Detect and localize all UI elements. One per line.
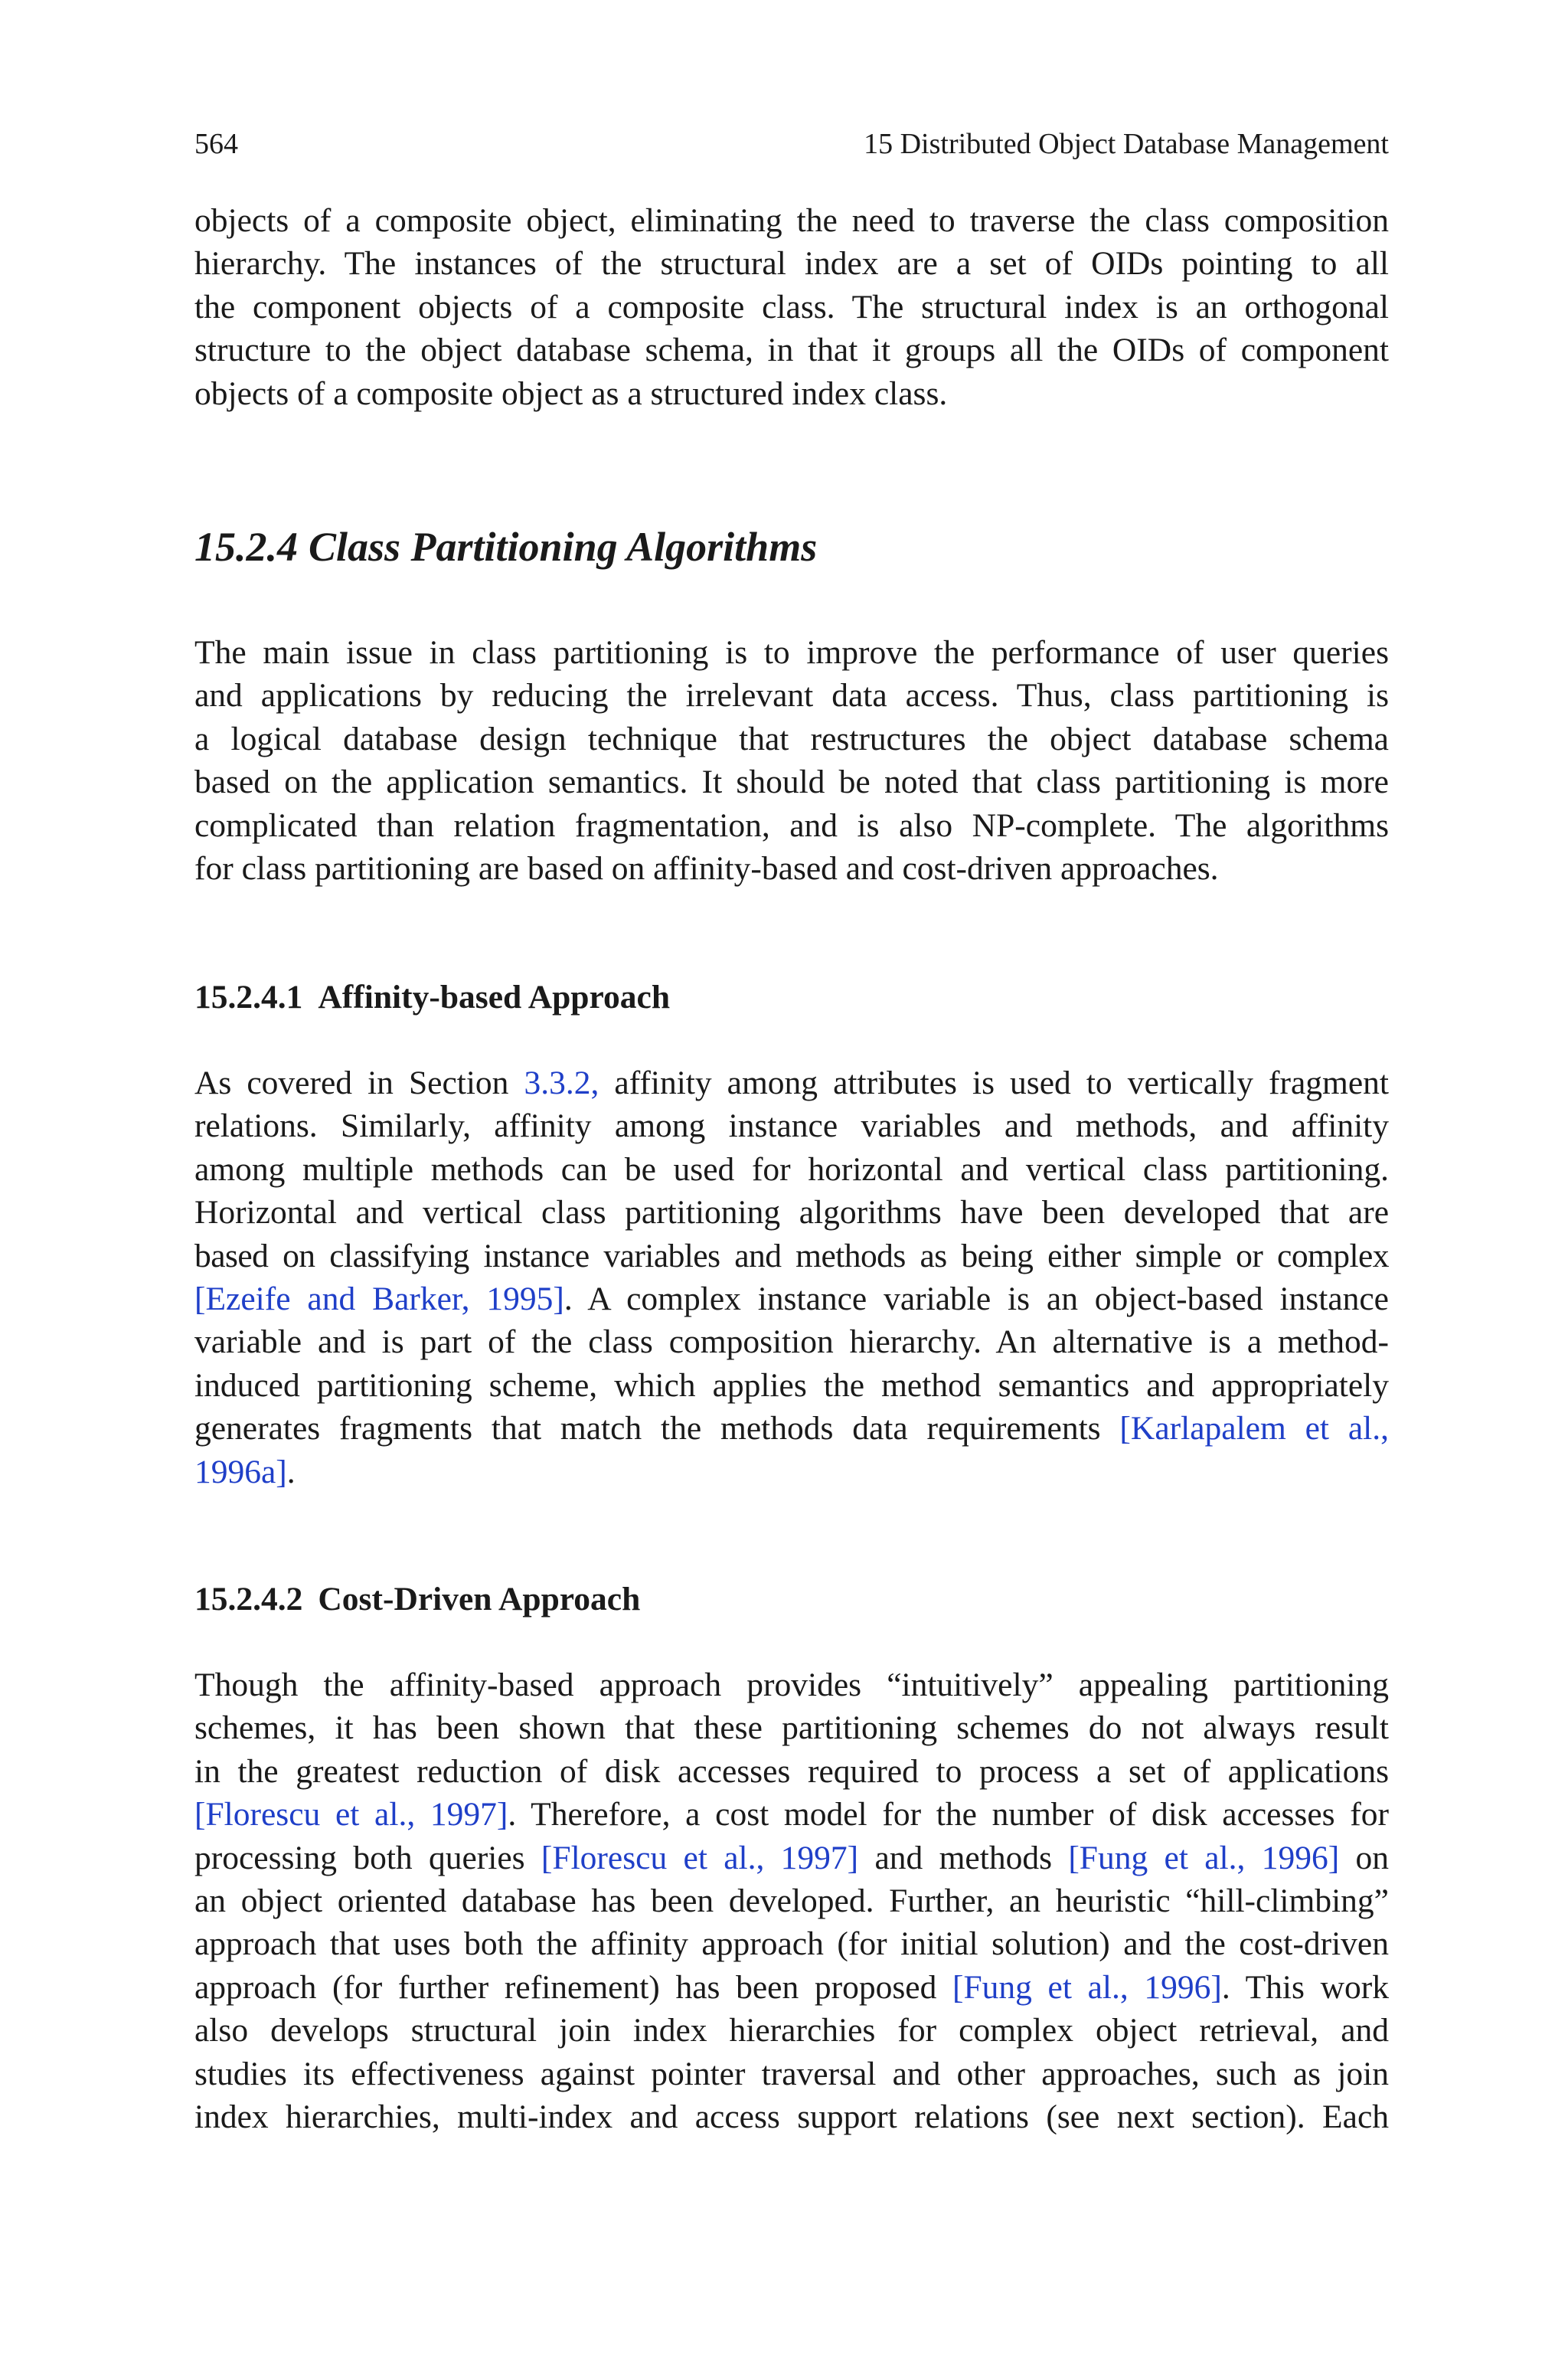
paragraph-cost-driven-approach	[194, 1663, 1389, 2138]
paragraph-affinity-approach	[194, 1061, 1389, 1493]
subsection-title: Affinity-based Approach	[318, 979, 671, 1016]
text-segment: . Therefore, a cost model for the number of disk accesses for	[508, 1796, 1389, 1833]
text-line: hierarchy. The instances of the structural index are a set of OIDs pointing to all	[194, 245, 1389, 283]
text-line: complicated than relation fragmentation, and is also NP-complete. The algorithms	[194, 806, 1389, 844]
text-segment: . This work	[1221, 1968, 1389, 2006]
text-segment: As covered in Section	[194, 1065, 524, 1101]
text-line: induced partitioning scheme, which applies the method semantics and appropriately	[194, 1366, 1389, 1404]
text-line: The main issue in class partitioning is to improve the performance of user queries	[194, 634, 1389, 671]
text-line: an object oriented database has been developed. Further, an heuristic “hill-climbing”	[194, 1882, 1389, 1919]
citation-link[interactable]: [Florescu et al., 1997]	[541, 1839, 859, 1876]
text-line: among multiple methods can be used for horizontal and vertical class partitioning.	[194, 1150, 1389, 1188]
text-line: objects of a composite object as a structured index class.	[194, 375, 948, 412]
text-line: a logical database design technique that restructures the object database schema	[194, 720, 1389, 757]
text-segment: processing both queries	[194, 1839, 541, 1876]
text-line: approach that uses both the affinity approach (for initial solution) and the cost-driven	[194, 1925, 1389, 1963]
section-title: Class Partitioning Algorithms	[309, 524, 818, 570]
subsection-heading-affinity	[194, 976, 670, 1019]
text-segment: approach (for further refinement) has been proposed	[194, 1968, 952, 2006]
text-segment: . A complex instance variable is an object-based instance	[564, 1280, 1389, 1317]
text-line: in the greatest reduction of disk accesses required to process a set of applications	[194, 1752, 1389, 1790]
text-segment: .	[286, 1453, 296, 1490]
section-link[interactable]: 3.3.2,	[524, 1065, 599, 1101]
text-line: objects of a composite object, eliminating the need to traverse the class composition	[194, 202, 1389, 239]
text-line: variable and is part of the class composition hierarchy. An alternative is a method-	[194, 1323, 1389, 1361]
text-line: and applications by reducing the irrelevant data access. Thus, class partitioning is	[194, 677, 1389, 715]
text-segment: affinity among attributes is used to vertically fragment	[599, 1065, 1389, 1101]
text-line: relations. Similarly, affinity among instance variables and methods, and affinity	[194, 1107, 1389, 1145]
paragraph-class-partitioning	[194, 631, 1389, 890]
text-line: schemes, it has been shown that these partitioning schemes do not always result	[194, 1709, 1389, 1747]
section-number: 15.2.4	[194, 524, 298, 570]
text-line: studies its effectiveness against pointer traversal and other approaches, such as join	[194, 2055, 1389, 2092]
subsection-number: 15.2.4.1	[194, 979, 303, 1016]
subsection-heading-cost-driven	[194, 1578, 640, 1621]
paragraph-structural-index	[194, 199, 1389, 415]
text-line	[194, 1966, 1389, 2009]
citation-link[interactable]: [Fung et al., 1996]	[952, 1968, 1222, 2006]
citation-link[interactable]: 1996a]	[194, 1453, 287, 1490]
text-line: index hierarchies, multi-index and access support relations (see next section). Each	[194, 2098, 1389, 2135]
text-line: also develops structural join index hierarchies for complex object retrieval, and	[194, 2012, 1389, 2049]
section-heading	[194, 522, 817, 571]
text-segment: and methods	[858, 1839, 1069, 1876]
text-line	[194, 1277, 1389, 1320]
text-line: for class partitioning are based on affinity-based and cost-driven approaches.	[194, 849, 1219, 887]
text-line: Though the affinity-based approach provides “intuitively” appealing partitioning	[194, 1667, 1389, 1703]
text-line	[194, 1793, 1389, 1836]
page-number: 564	[194, 128, 238, 160]
subsection-title: Cost-Driven Approach	[318, 1581, 641, 1617]
text-segment: generates fragments that match the methods data requirements	[194, 1410, 1120, 1447]
citation-link[interactable]: [Ezeife and Barker, 1995]	[194, 1280, 564, 1317]
citation-link[interactable]: [Fung et al., 1996]	[1068, 1839, 1340, 1876]
text-line: structure to the object database schema, in that it groups all the OIDs of component	[194, 332, 1389, 369]
text-line: based on classifying instance variables and methods as being either simple or complex	[194, 1237, 1389, 1274]
subsection-number: 15.2.4.2	[194, 1581, 303, 1617]
text-line: Horizontal and vertical class partitioning algorithms have been developed that are	[194, 1194, 1389, 1232]
text-segment: on	[1339, 1839, 1389, 1876]
text-line	[194, 1061, 1389, 1104]
citation-link[interactable]: [Florescu et al., 1997]	[194, 1796, 508, 1833]
text-line	[194, 1407, 1389, 1450]
chapter-title: 15 Distributed Object Database Management	[864, 128, 1389, 160]
text-line	[194, 1837, 1389, 1879]
citation-link[interactable]: [Karlapalem et al.,	[1119, 1410, 1389, 1447]
text-line	[194, 1451, 1389, 1493]
text-line: the component objects of a composite class. The structural index is an orthogonal	[194, 288, 1389, 325]
text-line: based on the application semantics. It should be noted that class partitioning is more	[194, 764, 1389, 801]
